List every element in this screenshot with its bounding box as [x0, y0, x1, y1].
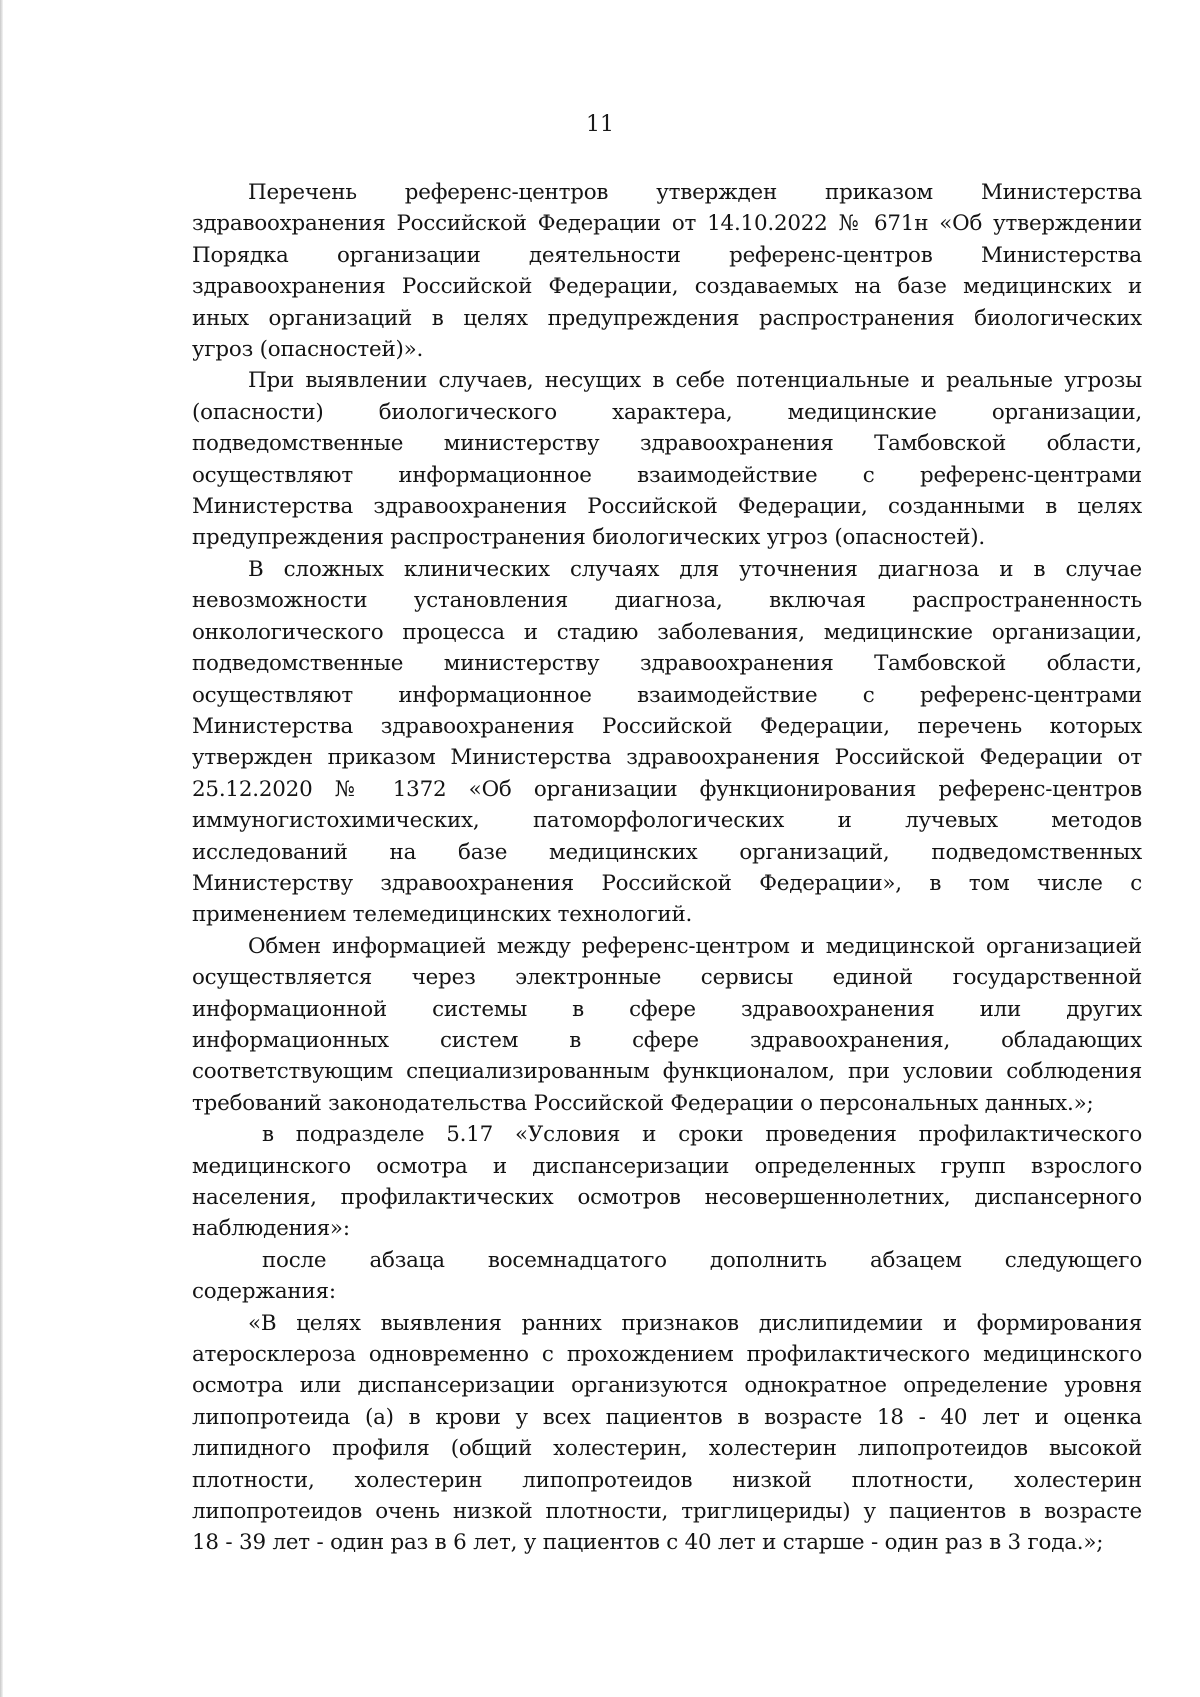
- paragraph-line: липопротеида (а) в крови у всех пациентов в возрасте 18 - 40 лет и оценка: [192, 1404, 1142, 1430]
- paragraph: [192, 931, 1142, 1119]
- paragraph-line: содержания:: [192, 1279, 336, 1305]
- paragraph-line: осуществляют информационное взаимодействие с референс-центрами: [192, 462, 1142, 488]
- paragraph-line: атеросклероза одновременно с прохождением профилактического медицинского: [192, 1342, 1142, 1368]
- paragraph: [192, 177, 1142, 365]
- paragraph-line: подведомственные министерству здравоохранения Тамбовской области,: [192, 651, 1142, 677]
- paragraph-line: требований законодательства Российской Федерации о персональных данных.»;: [192, 1090, 1094, 1116]
- paragraph-line: онкологического процесса и стадию заболевания, медицинские организации,: [192, 619, 1142, 645]
- paragraph-line: (опасности) биологического характера, медицинские организации,: [192, 399, 1142, 425]
- paragraph-line: утвержден приказом Министерства здравоохранения Российской Федерации от: [192, 745, 1142, 771]
- paragraph-line: предупреждения распространения биологических угроз (опасностей).: [192, 525, 985, 551]
- paragraph-line: 18 - 39 лет - один раз в 6 лет, у пациентов с 40 лет и старше - один раз в 3 года.»;: [192, 1530, 1104, 1556]
- page-number: 11: [586, 112, 614, 137]
- scan-edge-shadow: [0, 0, 3, 1697]
- paragraph-line: здравоохранения Российской Федерации, создаваемых на базе медицинских и: [192, 274, 1142, 300]
- paragraph: [192, 1308, 1142, 1559]
- paragraph-line: информационных систем в сфере здравоохранения, обладающих: [192, 1027, 1142, 1053]
- paragraph-line: Порядка организации деятельности референс-центров Министерства: [192, 242, 1142, 268]
- paragraph-line: Министерству здравоохранения Российской Федерации», в том числе с: [192, 870, 1142, 896]
- paragraph-line: 25.12.2020 № 1372 «Об организации функционирования референс-центров: [192, 776, 1142, 802]
- paragraph-line: населения, профилактических осмотров несовершеннолетних, диспансерного: [192, 1185, 1142, 1210]
- paragraph-line: соответствующим специализированным функционалом, при условии соблюдения: [192, 1059, 1142, 1085]
- paragraph-line: В сложных клинических случаях для уточнения диагноза и в случае: [248, 556, 1142, 582]
- document-body: [192, 177, 1142, 1559]
- paragraph-line: подведомственные министерству здравоохранения Тамбовской области,: [192, 431, 1142, 457]
- paragraph-line: применением телемедицинских технологий.: [192, 902, 693, 928]
- paragraph-line: Министерства здравоохранения Российской Федерации, созданными в целях: [192, 494, 1142, 520]
- paragraph-line: осуществляется через электронные сервисы единой государственной: [192, 965, 1142, 991]
- paragraph-line: медицинского осмотра и диспансеризации определенных групп взрослого: [192, 1153, 1142, 1179]
- paragraph-line: наблюдения»:: [192, 1216, 350, 1242]
- paragraph-line: иммуногистохимических, патоморфологических и лучевых методов: [192, 808, 1142, 834]
- paragraph-line: невозможности установления диагноза, включая распространенность: [192, 588, 1142, 614]
- paragraph-line: иных организаций в целях предупреждения распространения биологических: [192, 305, 1142, 331]
- paragraph-line: осуществляют информационное взаимодействие с референс-центрами: [192, 682, 1142, 708]
- paragraph: [192, 1119, 1142, 1245]
- paragraph-line: При выявлении случаев, несущих в себе потенциальные и реальные угрозы: [248, 368, 1142, 394]
- paragraph-line: после абзаца восемнадцатого дополнить абзацем следующего: [262, 1247, 1142, 1273]
- paragraph-line: угроз (опасностей)».: [192, 337, 424, 363]
- paragraph-line: Обмен информацией между референс-центром и медицинской организацией: [248, 933, 1142, 959]
- paragraph-line: осмотра или диспансеризации организуются однократное определение уровня: [192, 1373, 1142, 1399]
- paragraph-line: плотности, холестерин липопротеидов низкой плотности, холестерин: [192, 1467, 1142, 1493]
- paragraph: [192, 554, 1142, 931]
- paragraph-line: здравоохранения Российской Федерации от 14.10.2022 № 671н «Об утверждении: [192, 211, 1142, 237]
- paragraph: [192, 1245, 1142, 1308]
- paragraph-line: липопротеидов очень низкой плотности, триглицериды) у пациентов в возрасте: [192, 1499, 1142, 1525]
- paragraph-line: исследований на базе медицинских организаций, подведомственных: [192, 839, 1142, 865]
- paragraph-line: «В целях выявления ранних признаков дислипидемии и формирования: [248, 1310, 1142, 1336]
- paragraph-line: Министерства здравоохранения Российской Федерации, перечень которых: [192, 713, 1142, 739]
- paragraph-line: Перечень референс-центров утвержден приказом Министерства: [248, 180, 1142, 205]
- paragraph: [192, 365, 1142, 553]
- paragraph-line: липидного профиля (общий холестерин, холестерин липопротеидов высокой: [192, 1436, 1142, 1462]
- paragraph-line: информационной системы в сфере здравоохранения или других: [192, 996, 1142, 1022]
- paragraph-line: в подразделе 5.17 «Условия и сроки проведения профилактического: [262, 1122, 1142, 1148]
